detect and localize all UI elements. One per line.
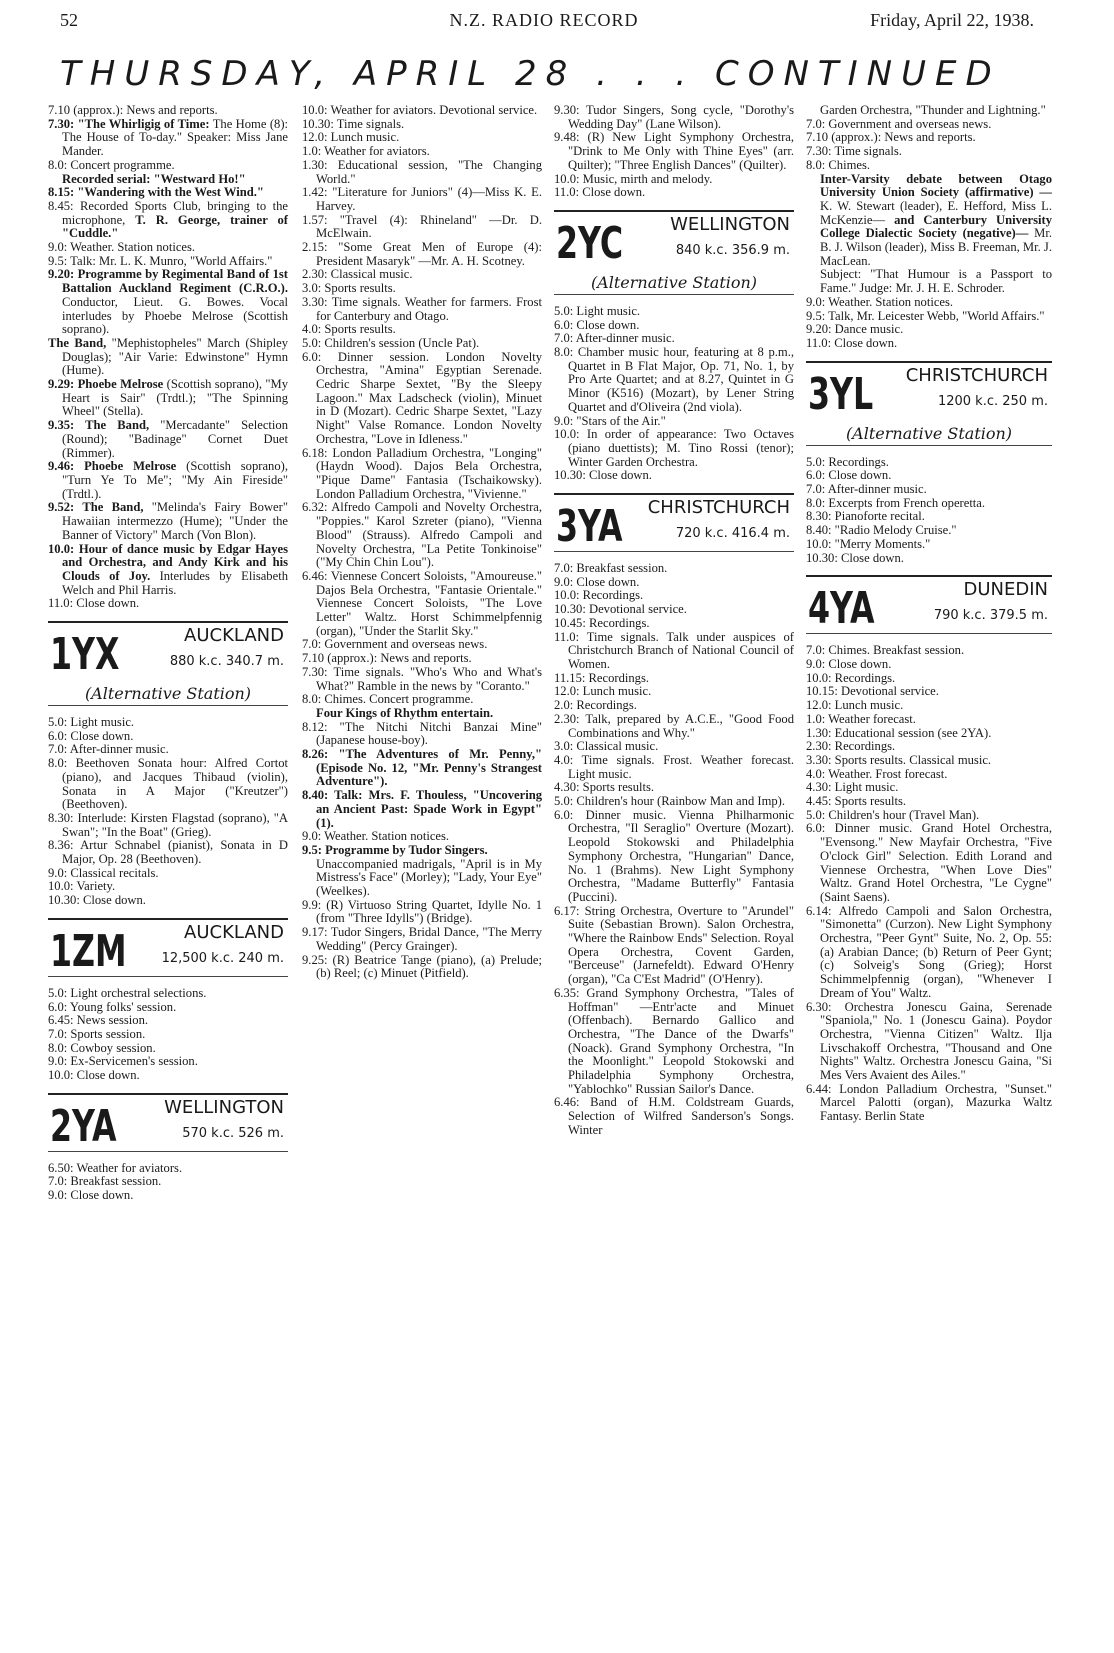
listing-entry: 6.44: London Palladium Orchestra, "Sunset." Marcel Palotti (organ), Mazurka Waltz Fantasy. Berlin State <box>806 1081 1052 1124</box>
listing-entry: 4.45: Sports results. <box>806 794 907 809</box>
listing-entry: 8.15: "Wandering with the West Wind." <box>48 185 264 200</box>
station-frequency: 570 k.c. 526 m. <box>182 1125 284 1141</box>
listing-entry: 7.0: After-dinner music. <box>48 742 169 757</box>
listing-entry: 9.0: Close down. <box>48 1188 134 1203</box>
listing-entry: 7.0: After-dinner music. <box>554 331 675 346</box>
listing-entry: 7.30: Time signals. "Who's Who and What's What?" Ramble in the news by "Coranto." <box>302 664 542 693</box>
station-call-sign: 1ZM <box>50 925 127 977</box>
listing-entry: 7.0: Breakfast session. <box>48 1174 162 1189</box>
station-frequency: 840 k.c. 356.9 m. <box>675 242 790 258</box>
listing-highlight: Four Kings of Rhythm entertain. <box>316 705 494 720</box>
listing-entry: 8.40: "Radio Melody Cruise." <box>806 523 957 538</box>
page-number: 52 <box>60 10 78 30</box>
listing-entry: 7.0: Sports session. <box>48 1026 146 1041</box>
listing-entry: 9.5: Talk: Mr. L. K. Munro, "World Affairs." <box>48 253 273 268</box>
station-header-1yx <box>48 621 288 706</box>
listing-entry: 12.0: Lunch music. <box>302 130 400 145</box>
listing-entry: 8.0: Beethoven Sonata hour: Alfred Cortot (piano), and Jacques Thibaud (violin), Sonata in A Major ("Kreutzer") (Beethoven). <box>48 756 288 812</box>
day-banner: THURSDAY, APRIL 28 . . . CONTINUED <box>60 54 1001 94</box>
listing-entry: 9.52: The Band, "Melinda's Fairy Bower" Hawaiian intermezzo (Hume); "Under the Banner of Victory" March (Von Blon). <box>48 500 288 542</box>
listing-entry: 10.45: Recordings. <box>554 615 650 630</box>
listing-entry: 8.0: Cowboy session. <box>48 1040 156 1055</box>
listing-entry: Unaccompanied madrigals, "April is in My Mistress's Face" (Morley); "Lady, Your Eye" (Weelkes). <box>316 856 542 899</box>
listing-entry: 8.26: "The Adventures of Mr. Penny," (Episode No. 12, "Mr. Penny's Strangest Adventure"). <box>302 747 542 789</box>
listing-entry: 11.15: Recordings. <box>554 670 650 685</box>
listing-entry: 10.15: Devotional service. <box>806 684 939 699</box>
listing-entry: 8.0: Chamber music hour, featuring at 8 p.m., Quartet in B Flat Major, Op. 71, No. 1, by Pro Arte Quartet; and at 8.27, Quintet in G Minor (K516) (Mozart), by Lener String Quartet and d'Oliveira (2nd viola). <box>554 345 794 414</box>
station-city: WELLINGTON <box>670 213 790 235</box>
listing-entry: Garden Orchestra, "Thunder and Lightning." <box>820 103 1046 117</box>
listing-entry: 7.30: "The Whirligig of Time: The Home (8): The House of To-day." Speaker: Miss Jane Mander. <box>48 116 289 159</box>
listing-entry: 6.0: Close down. <box>806 468 892 483</box>
listing-entry: 6.0: Dinner music. Grand Hotel Orchestra, "Evensong." New Mayfair Orchestra, "Five O'clock Girl" Selection. Edith Lorand and Viennese Orchestra, "When Love Dies" Waltz. Grand Hotel Orchestra, "Le Cygne" (Saint Saens). <box>806 821 1052 904</box>
station-frequency: 12,500 k.c. 240 m. <box>161 950 284 966</box>
station-frequency: 1200 k.c. 250 m. <box>937 393 1048 409</box>
listing-entry: 2.15: "Some Great Men of Europe (4): President Masaryk" —Mr. A. H. Scotney. <box>302 240 542 268</box>
listing-entry: 7.0: After-dinner music. <box>806 482 927 497</box>
listing-entry: 5.0: Children's session (Uncle Pat). <box>302 335 480 350</box>
listing-entry: 6.0: Dinner session. London Novelty Orchestra, "Amina" Egyptian Serenade. Cedric Sharpe Sextet, "By the Sleepy Lagoon." Max Ladscheck (violin), Minuet in D (Mozart). Cedric Sharpe Sextet, "Lazy Night" Valse Romance. London Novelty Orchestra, "Love in Idleness." <box>302 349 542 446</box>
station-call-sign: 4YA <box>808 583 875 635</box>
listing-entry: 6.0: Young folks' session. <box>48 999 177 1014</box>
station-call-sign: 3YA <box>556 501 623 553</box>
listing-entry: 2.30: Classical music. <box>302 267 413 282</box>
listing-entry: 7.30: Time signals. <box>806 144 902 159</box>
listing-entry: 9.0: Close down. <box>554 574 640 589</box>
listing-entry: 9.0: Weather. Station notices. <box>302 829 450 844</box>
listing-entry: 1.30: Educational session, "The Changing World." <box>302 157 542 186</box>
listing-entry: 9.17: Tudor Singers, Bridal Dance, "The Merry Wedding" (Percy Grainger). <box>302 925 542 953</box>
listing-entry: 5.0: Light music. <box>48 715 135 730</box>
listing-entry: 6.18: London Palladium Orchestra, "Longing" (Haydn Wood). Dajos Bela Orchestra, "Pique Dame" Fantasia (Tschaikowsky). London Palladium Orchestra, "Vivienne." <box>302 445 542 501</box>
listing-entry: 9.5: Talk, Mr. Leicester Webb, "World Affairs." <box>806 308 1045 323</box>
listing-entry: 7.0: Government and overseas news. <box>302 637 488 652</box>
listing-entry: 8.0: Chimes. Concert programme. <box>302 692 474 707</box>
station-city: WELLINGTON <box>164 1096 284 1118</box>
station-city: DUNEDIN <box>963 579 1048 601</box>
listing-entry: 1.42: "Literature for Juniors" (4)—Miss K. E. Harvey. <box>302 185 542 213</box>
listing-entry: 6.30: Orchestra Jonescu Gaina, Serenade "Spaniola," No. 1 (Jonescu Gaina). Poydor Orchestra, "Vienna Citizen" Waltz. Ilja Livschakoff Orchestra, "Thousand and One Nights" Waltz. Orchestra Jonescu Gaina, "Si Mes Vers Avaient des Ailes." <box>806 999 1052 1083</box>
listing-entry: 3.30: Time signals. Weather for farmers. Frost for Canterbury and Otago. <box>302 294 542 323</box>
listing-entry: 5.0: Children's hour (Travel Man). <box>806 807 980 822</box>
listing-entry: 9.20: Programme by Regimental Band of 1st Battalion Auckland Regiment (C.R.O.). Conductor, Lieut. G. Bowes. Vocal interludes by Phoebe Melrose (Scottish soprano). <box>48 267 288 337</box>
listing-entry: 1.0: Weather forecast. <box>806 711 916 726</box>
listing-entry: 7.10 (approx.): News and reports. <box>806 130 976 145</box>
listing-entry: 5.0: Light orchestral selections. <box>48 985 207 1000</box>
page-header <box>54 6 1034 36</box>
listing-entry: 11.0: Close down. <box>48 596 140 611</box>
listing-entry: 10.0: In order of appearance: Two Octaves (piano duettists); M. Tino Rossi (tenor); Winter Garden Orchestra. <box>554 427 794 469</box>
listing-entry: 9.0: Ex-Servicemen's session. <box>48 1054 198 1069</box>
listing-entry: 6.46: Band of H.M. Coldstream Guards, Selection of Wilfred Sanderson's Songs. Winter <box>554 1095 794 1137</box>
station-city: CHRISTCHURCH <box>647 497 790 519</box>
listing-entry: 12.0: Lunch music. <box>554 684 652 699</box>
listing-entry: 9.48: (R) New Light Symphony Orchestra, "Drink to Me Only with Thine Eyes" (arr. Quilter); "Three English Dances" (Quilter). <box>554 130 794 172</box>
listing-entry: 8.30: Pianoforte recital. <box>806 509 925 524</box>
station-frequency: 720 k.c. 416.4 m. <box>675 526 790 542</box>
station-call-sign: 2YC <box>556 217 624 269</box>
listing-entry: The Band, "Mephistopheles" March (Shipley Douglas); "Air Varie: Edwinstone" Hymn (Hume). <box>48 335 288 378</box>
listing-entry: 6.0: Dinner music. Vienna Philharmonic Orchestra, "Il Seraglio" Overture (Mozart). Leopold Stokowski and Philadelphia Symphony Orchestra, "Hungarian" Dance, No. 1 (Brahms). New Light Symphony Orchestra, "Madame Butterfly" Fantasia (Puccini). <box>554 807 794 904</box>
station-alternative-label: (Alternative Station) <box>845 423 1013 443</box>
listing-entry: 9.30: Tudor Singers, Song cycle, "Dorothy's Wedding Day" (Lane Wilson). <box>554 103 794 131</box>
station-header-3ya <box>554 493 794 552</box>
listing-entry: 6.17: String Orchestra, Overture to "Arundel" Suite (Sebastian Brown). Salon Orchestra, "Where the Rainbow Ends" Selection. Royal Opera Orchestra, Covent Garden, "Berceuse" (Jarnefeldt). Edward O'Henry (organ), "Ca C'Est Madrid" (O'Henry). <box>554 903 794 987</box>
station-city: AUCKLAND <box>184 625 284 647</box>
listing-entry: 9.0: Close down. <box>806 656 892 671</box>
listing-entry: 10.0: Recordings. <box>554 588 644 603</box>
listing-entry: 10.0: Variety. <box>48 879 116 894</box>
listing-entry: 8.0: Excerpts from French operetta. <box>806 495 986 510</box>
listing-entry: 4.0: Sports results. <box>302 322 396 337</box>
listing-entry: 11.0: Time signals. Talk under auspices of Christchurch Branch of National Council of Women. <box>554 629 794 671</box>
listing-entry: 3.30: Sports results. Classical music. <box>806 752 992 767</box>
station-header-1zm <box>48 918 288 977</box>
listing-entry: 9.35: The Band, "Mercadante" Selection (Round); "Badinage" Cornet Duet (Rimmer). <box>48 418 288 460</box>
listing-entry: 1.0: Weather for aviators. <box>302 144 430 159</box>
listing-entry: 11.0: Close down. <box>806 335 898 350</box>
station-header-3yl <box>806 361 1052 446</box>
listing-entry: 7.0: Breakfast session. <box>554 561 668 576</box>
listing-entry: 9.5: Programme by Tudor Singers. <box>302 842 488 857</box>
listing-entry: 1.57: "Travel (4): Rhineland" —Dr. D. McElwain. <box>302 212 542 241</box>
listing-entry: 6.0: Close down. <box>48 728 134 743</box>
station-alternative-label: (Alternative Station) <box>84 684 252 704</box>
listing-entry: 11.0: Close down. <box>554 185 646 200</box>
listing-entry: 6.32: Alfredo Campoli and Novelty Orchestra, "Poppies." Karol Szreter (piano), "Vienna Blood" (Strauss). Alfredo Campoli and Novelty Orchestra, "La Petite Tonkinoise" ("My Chin Chin Lou"). <box>302 500 542 570</box>
listing-entry: 8.30: Interlude: Kirsten Flagstad (soprano), "A Swan"; "In the Boat" (Grieg). <box>48 810 288 839</box>
station-header-4ya <box>806 575 1052 634</box>
listing-entry: 10.0: Music, mirth and melody. <box>554 171 713 186</box>
listing-entry: 2.30: Talk, prepared by A.C.E., "Good Food Combinations and Why." <box>554 711 794 740</box>
listing-entry: 6.46: Viennese Concert Soloists, "Amoureuse." Dajos Bela Orchestra, "Fantasie Orientale." Viennese Concert Soloists, "The Love Letter" Waltz. Horst Schimmelpfennig (organ), "Under the Starlit Sky." <box>302 568 542 638</box>
listing-entry: 4.0: Weather. Frost forecast. <box>806 766 948 781</box>
listing-entry: 10.30: Devotional service. <box>554 602 687 617</box>
issue-date: Friday, April 22, 1938. <box>870 10 1034 30</box>
station-city: CHRISTCHURCH <box>905 364 1048 386</box>
listing-entry: 7.10 (approx.): News and reports. <box>302 651 472 666</box>
listing-entry: 5.0: Recordings. <box>806 454 889 469</box>
listing-entry: 10.30: Close down. <box>554 468 652 483</box>
listing-entry: 6.35: Grand Symphony Orchestra, "Tales of Hoffman" —Entr'acte and Minuet (Offenbach). Bernardo Gallico and Orchestra, "The Dance of the Dwarfs" (Noack). Grand Symphony Orchestra, "In the Moonlight." Leopold Stokowski and Philadelphia Symphony Orchestra, "Yablochko" Russian Sailor's Dance. <box>554 985 794 1096</box>
listing-entry: 10.30: Time signals. <box>302 116 405 131</box>
column-2 <box>302 104 542 981</box>
listing-entry: 9.25: (R) Beatrice Tange (piano), (a) Prelude; (b) Reel; (c) Minuet (Pitfield). <box>302 952 542 981</box>
listing-entry: 9.9: (R) Virtuoso String Quartet, Idylle No. 1 (from "Three Idylls") (Bridge). <box>302 897 542 926</box>
listing-entry: 8.40: Talk: Mrs. F. Thouless, "Uncovering an Ancient Past: Spade Work in Egypt" (1). <box>302 788 542 830</box>
listing-entry: 9.0: "Stars of the Air." <box>554 413 666 428</box>
listing-entry: 10.0: Weather for aviators. Devotional service. <box>302 103 538 117</box>
listing-entry: 9.20: Dance music. <box>806 322 904 337</box>
listing-entry: 3.0: Classical music. <box>554 739 659 754</box>
station-call-sign: 2YA <box>50 1100 117 1152</box>
station-frequency: 880 k.c. 340.7 m. <box>169 654 284 670</box>
station-call-sign: 3YL <box>808 368 874 420</box>
debate-subject: Subject: "That Humour is a Passport to Fame." Judge: Mr. J. H. E. Schroder. <box>820 267 1052 296</box>
listing-entry: 6.0: Close down. <box>554 317 640 332</box>
listing-entry: 7.10 (approx.): News and reports. <box>48 103 218 117</box>
listing-entry: 6.45: News session. <box>48 1013 149 1028</box>
listing-entry: 9.0: Classical recitals. <box>48 865 159 880</box>
station-alternative-label: (Alternative Station) <box>590 273 758 293</box>
listing-entry: 2.0: Recordings. <box>554 698 637 713</box>
listing-entry: 8.45: Recorded Sports Club, bringing to the microphone, T. R. George, trainer of "Cuddle." <box>48 198 288 241</box>
listing-entry: 10.0: Recordings. <box>806 670 896 685</box>
listing-entry: 9.0: Weather. Station notices. <box>48 240 196 255</box>
listing-entry: 10.30: Close down. <box>48 893 146 908</box>
listing-entry: 10.0: "Merry Moments." <box>806 536 931 551</box>
station-header-2ya <box>48 1093 288 1152</box>
listing-entry: 10.0: Close down. <box>48 1068 140 1083</box>
listing-entry: 9.29: Phoebe Melrose (Scottish soprano), "My Heart is Sair" (Trdtl.); "The Spinning Wheel" (Stella). <box>48 377 288 419</box>
debate-listing: Inter-Varsity debate between Otago University Union Society (affirmative) — K. W. Stewart (leader), E. Hefford, Miss L. McKenzie— and Canterbury University College Dialectic Society (negative)— Mr. B. J. Wilson (leader), Miss B. Freeman, Mr. J. MacLean. <box>820 171 1053 268</box>
station-city: AUCKLAND <box>184 921 284 943</box>
listing-entry: 5.0: Children's hour (Rainbow Man and Imp). <box>554 794 786 809</box>
listing-entry: 12.0: Lunch music. <box>806 698 904 713</box>
listing-entry: 5.0: Light music. <box>554 303 641 318</box>
listing-entry: 6.50: Weather for aviators. <box>48 1160 183 1175</box>
listing-entry: 4.30: Light music. <box>806 780 899 795</box>
listing-entry: 10.30: Close down. <box>806 550 904 565</box>
listing-entry: 8.12: "The Nitchi Nitchi Banzai Mine" (Japanese house-boy). <box>302 719 542 748</box>
column-3 <box>554 104 794 1138</box>
listing-entry: 4.0: Time signals. Frost. Weather forecast. Light music. <box>554 752 794 781</box>
listing-entry: 2.30: Recordings. <box>806 739 896 754</box>
column-1 <box>48 104 288 1203</box>
listing-entry: 9.46: Phoebe Melrose (Scottish soprano), "Turn Ye To Me"; "My Ain Fireside" (Trdtl.). <box>48 459 288 501</box>
listing-entry: 10.0: Hour of dance music by Edgar Hayes and Orchestra, and Andy Kirk and his Clouds of Joy. Interludes by Elisabeth Welch and Phil Harris. <box>48 541 288 597</box>
listing-entry: 9.0: Weather. Station notices. <box>806 294 954 309</box>
listing-entry: 1.30: Educational session (see 2YA). <box>806 725 992 740</box>
column-4 <box>806 104 1052 1124</box>
station-frequency: 790 k.c. 379.5 m. <box>933 608 1048 624</box>
listing-entry: 8.0: Concert programme. Recorded serial: "Westward Ho!" <box>48 157 246 186</box>
station-call-sign: 1YX <box>50 629 120 681</box>
listing-entry: 4.30: Sports results. <box>554 780 655 795</box>
masthead: N.Z. RADIO RECORD <box>449 10 639 30</box>
station-header-2yc <box>554 210 794 295</box>
listing-entry: 7.0: Chimes. Breakfast session. <box>806 643 965 658</box>
listing-entry: 6.14: Alfredo Campoli and Salon Orchestra, "Simonetta" (Curzon). New Light Symphony Orchestra, "Peer Gynt" Suite, No. 2, Op. 55: (a) Arabian Dance; (b) Return of Peer Gynt; (c) Solveig's Song (Grieg); Horst Schimmelpfennig (organ), "Whenever I Dream of You" Waltz. <box>806 903 1052 1000</box>
listing-entry: 8.0: Chimes. <box>806 157 871 172</box>
listing-entry: 8.36: Artur Schnabel (pianist), Sonata in D Major, Op. 28 (Beethoven). <box>48 838 288 867</box>
listing-entry: 3.0: Sports results. <box>302 281 396 296</box>
listing-entry: 7.0: Government and overseas news. <box>806 116 992 131</box>
